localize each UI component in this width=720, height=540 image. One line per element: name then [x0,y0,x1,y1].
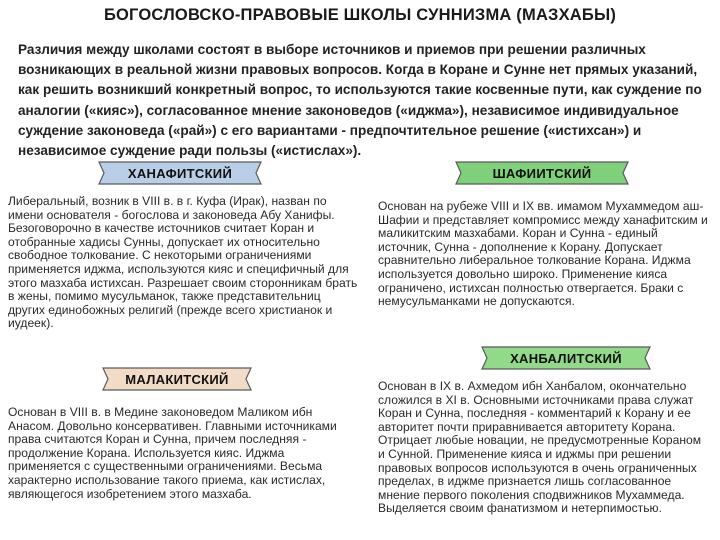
intro-paragraph: Различия между школами состоят в выборе источников и приемов при решении различных возникающих в реальной жизни правовых вопросов. Когда в Коране и Сунне нет прямых указаний, как решить возникший конкретный вопрос, то используются такие косвенные пути, как суждение по аналогии («кияс»), согласованное мнение законоведов («иджма»), независимое индивидуальное суждение законоведа («рай») с его вариантами - предпочтительное решение («истихсан») и независимое суждение ради пользы («истислах»). [18,42,702,159]
page-title: БОГОСЛОВСКО-ПРАВОВЫЕ ШКОЛЫ СУННИЗМА (МАЗХАБЫ) [103,6,617,24]
shafii-description: Основан на рубеже VIII и IX вв. имамом Мухаммедом аш-Шафии и представляет компромисс между ханафитским и маликитским мазхабами. Коран и Сунна - единый источник, Сунна - дополнение к Корану. Допускает сравнительно либеральное толкование Корана. Иджма используется довольно широко. Применение кияса ограничено, истихсан полностью отвергается. Браки с немусульманками не допускаются. [378,199,708,309]
maliki-description: Основан в VIII в. в Медине законоведом Маликом ибн Анасом. Довольно консервативен. Главными источниками права считаются Коран и Сунна, причем последняя - продолжение Корана. Используется кияс. Иджма применяется с существенными ограничениями. Весьма характерно использование такого приема, как истислах, являющегося изобретением этого мазхаба. [8,405,337,501]
hanafi-banner [98,160,262,186]
hanafi-description: Либеральный, возник в VIII в. в г. Куфа (Ирак), назван по имени основателя - богослова и законоведа Абу Ханифы. Безоговорочно в качестве источников считает Коран и отобранные хадисы Сунны, допускает их относительно свободное толкование. С некоторыми ограничениями применяется иджма, используются кияс и специфичный для этого мазхаба истихсан. Разрешает своим сторонникам брать в жены, помимо мусульманок, также представительниц других единобожных религий (прежде всего христианок и иудеек). [8,194,358,331]
shafii-banner [455,160,629,186]
hanbali-title: ХАНБАЛИТСКИЙ [510,350,622,366]
maliki-banner [102,366,252,392]
hanafi-title: ХАНАФИТСКИЙ [127,165,233,181]
maliki-title: МАЛАКИТСКИЙ [125,371,229,387]
hanbali-banner [481,345,651,371]
shafii-title: ШАФИИТСКИЙ [492,165,592,181]
hanbali-description: Основан в IX в. Ахмедом ибн Ханбалом, окончательно сложился в XI в. Основными источниками права служат Коран и Сунна, последняя - комментарий к Корану и ее авторитет почти приравнивается авторитету Корана. Отрицает любые новации, не предусмотренные Кораном и Сунной. Применение кияса и иджмы при решении правовых вопросов используются в очень ограниченных пределах, в иджме признается лишь согласованное мнение первого поколения сподвижников Мухаммеда. Выделяется своим фанатизмом и нетерпимостью. [378,379,702,516]
